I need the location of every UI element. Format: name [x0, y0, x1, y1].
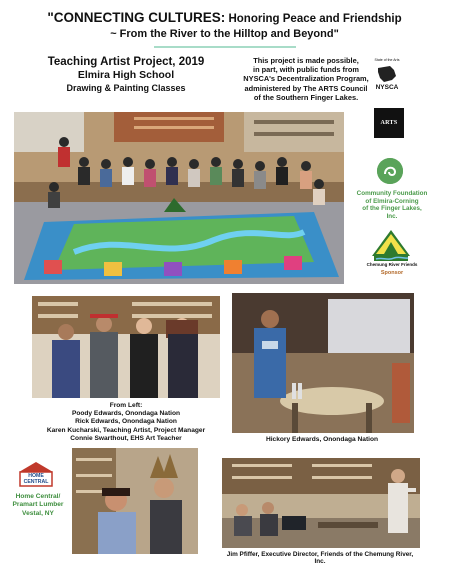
students-headdress-photo-image	[72, 448, 198, 554]
students-headdress-photo	[72, 448, 198, 554]
program-title: Teaching Artist Project, 2019	[47, 56, 205, 68]
four-people-photo	[32, 296, 220, 398]
four-people-photo-image	[32, 296, 220, 398]
title-rest: Honoring Peace and Friendship	[225, 13, 402, 25]
nysca-label: NYSCA	[375, 84, 399, 91]
caption-line: From Left:	[109, 402, 143, 409]
community-foundation-text	[356, 190, 428, 220]
home-line: Vestal, NY	[22, 509, 54, 517]
home-central-logo	[18, 461, 54, 487]
cf-line: Community Foundation	[356, 190, 428, 197]
funding-line: administered by The ARTS Council	[244, 83, 368, 93]
group-mural-photo-image	[14, 112, 344, 284]
chemung-text: Chemung River Friends	[366, 262, 418, 267]
cf-line: of Elmira-Corning	[365, 197, 419, 205]
hickory-edwards-photo-image	[232, 293, 414, 433]
group-mural-photo	[14, 112, 344, 284]
caption-line: Rick Edwards, Onondaga Nation	[75, 418, 177, 426]
funding-line: of the Southern Finger Lakes.	[253, 92, 359, 102]
nysca-logo	[372, 58, 402, 92]
funding-line: This project is made possible,	[253, 56, 359, 65]
community-foundation-logo	[377, 158, 403, 184]
from-left-caption	[36, 402, 216, 443]
hickory-edwards-photo	[232, 293, 414, 433]
jim-caption: Jim Pfiffer, Executive Director, Friends of the Chemung River, Inc.	[226, 551, 414, 565]
caption-line: Poody Edwards, Onondaga Nation	[71, 410, 181, 418]
main-title	[0, 10, 449, 27]
program-classes: Drawing & Painting Classes	[66, 83, 186, 93]
home-central-logo-text: HOME CENTRAL	[23, 473, 49, 485]
title-caps: "CONNECTING CULTURES:	[47, 10, 226, 25]
program-info	[30, 56, 222, 95]
community-foundation-icon	[377, 158, 403, 184]
hickory-caption: Hickory Edwards, Onondaga Nation	[265, 436, 379, 443]
home-line: Home Central/	[15, 493, 61, 500]
chemung-river-friends-logo	[370, 228, 412, 262]
program-school: Elmira High School	[77, 69, 175, 81]
title-divider	[154, 46, 296, 48]
jim-pfiffer-photo	[222, 458, 420, 548]
cf-line: of the Finger Lakes, Inc.	[362, 205, 422, 220]
caption-line: Karen Kucharski, Teaching Artist, Project Manager	[46, 426, 206, 434]
funding-statement	[232, 56, 380, 102]
sponsor-label: Sponsor	[380, 270, 404, 276]
mountain-river-icon	[370, 228, 412, 262]
arts-council-logo	[374, 108, 404, 138]
home-line: Pramart Lumber	[12, 501, 64, 509]
jim-pfiffer-photo-image	[222, 458, 420, 548]
home-central-text	[10, 493, 66, 518]
caption-line: Connie Swarthout, EHS Art Teacher	[70, 434, 182, 442]
arts-logo-text: ARTS	[380, 120, 398, 126]
funding-line: in part, with public funds from	[253, 65, 359, 75]
funding-line: NYSCA's Decentralization Program,	[243, 74, 369, 84]
nysca-small-text: State of the Arts	[374, 58, 400, 62]
subtitle: ~ From the River to the Hilltop and Beyond"	[110, 28, 339, 40]
